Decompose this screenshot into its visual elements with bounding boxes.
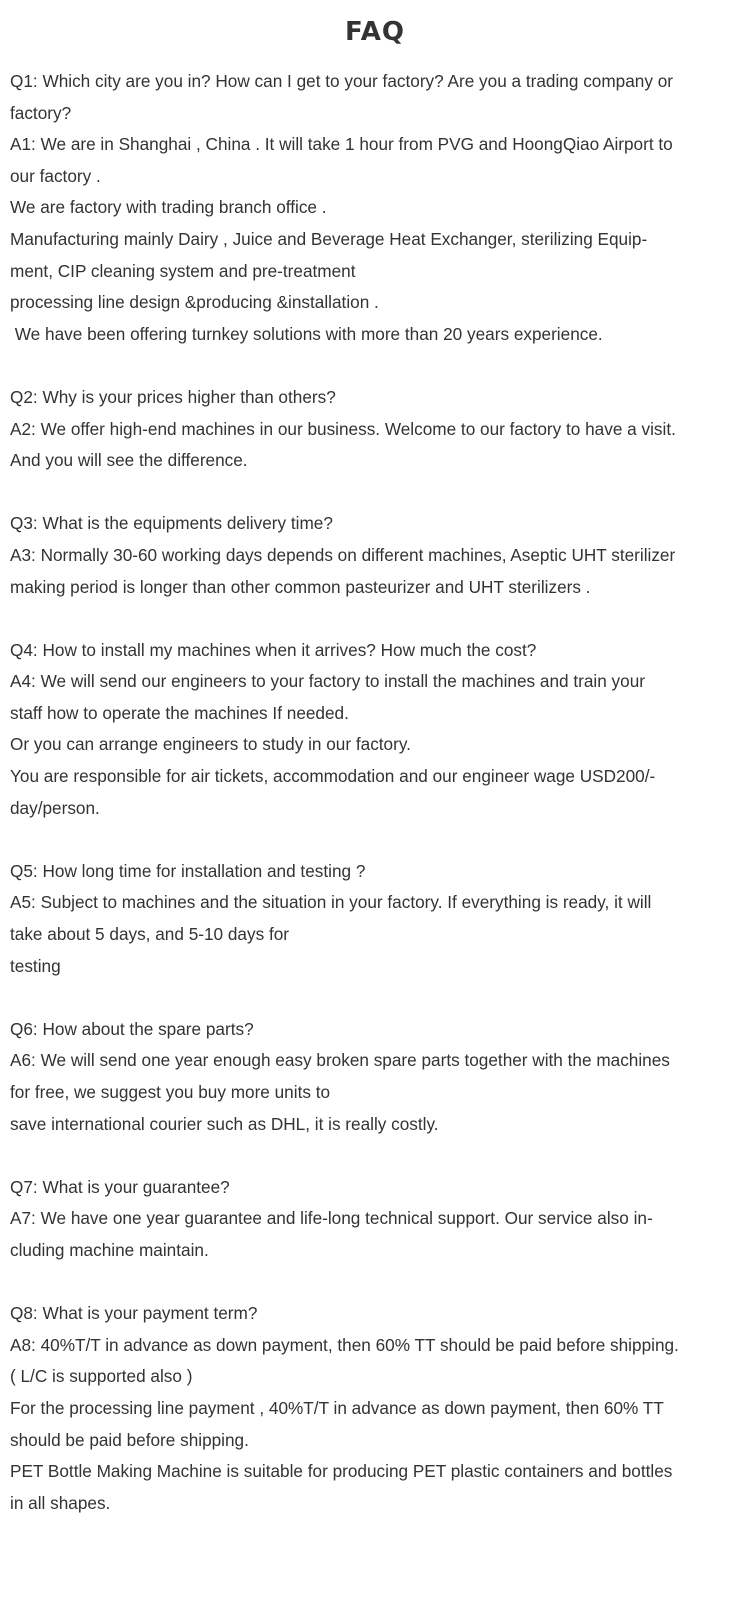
faq-line: You are responsible for air tickets, accommodation and our engineer wage USD200/- bbox=[10, 766, 656, 787]
faq-line: Q6: How about the spare parts? bbox=[10, 1018, 254, 1039]
faq-line: A1: We are in Shanghai , China . It will take 1 hour from PVG and HoongQiao Airport to bbox=[10, 134, 673, 155]
blank-line bbox=[10, 350, 746, 382]
blank-line bbox=[10, 982, 746, 1014]
faq-line: cluding machine maintain. bbox=[10, 1239, 209, 1260]
faq-line: making period is longer than other common pasteurizer and UHT sterilizers . bbox=[10, 576, 591, 597]
faq-line: for free, we suggest you buy more units to bbox=[10, 1082, 331, 1102]
faq-line: A2: We offer high-end machines in our business. Welcome to our factory to have a visit. bbox=[10, 418, 676, 439]
faq-line: Or you can arrange engineers to study in our factory. bbox=[10, 734, 411, 755]
page-title: FAQ bbox=[344, 17, 405, 47]
faq-line: processing line design &producing &installation . bbox=[10, 292, 379, 313]
faq-line: Q7: What is your guarantee? bbox=[10, 1176, 230, 1197]
faq-line: PET Bottle Making Machine is suitable for producing PET plastic containers and bottles bbox=[10, 1461, 673, 1482]
faq-line: And you will see the difference. bbox=[10, 450, 248, 471]
faq-line: A6: We will send one year enough easy broken spare parts together with the machines bbox=[10, 1050, 670, 1071]
faq-line: save international courier such as DHL, it is really costly. bbox=[10, 1113, 439, 1134]
faq-line: A3: Normally 30-60 working days depends on different machines, Aseptic UHT sterilizer bbox=[10, 544, 676, 565]
faq-line: We have been offering turnkey solutions with more than 20 years experience. bbox=[10, 323, 603, 344]
faq-line: Q1: Which city are you in? How can I get to your factory? Are you a trading company or bbox=[10, 71, 673, 91]
faq-line: take about 5 days, and 5-10 days for bbox=[10, 924, 290, 945]
faq-line: ( L/C is supported also ) bbox=[10, 1366, 193, 1387]
faq-line: Q8: What is your payment term? bbox=[10, 1303, 258, 1324]
faq-line: A8: 40%T/T in advance as down payment, then 60% TT should be paid before shipping. bbox=[10, 1334, 679, 1355]
faq-line: For the processing line payment , 40%T/T in advance as down payment, then 60% TT bbox=[10, 1397, 664, 1418]
faq-line: Q4: How to install my machines when it arrives? How much the cost? bbox=[10, 639, 537, 660]
faq-content bbox=[10, 66, 746, 1519]
faq-line: staff how to operate the machines If needed. bbox=[10, 702, 349, 723]
faq-line: Q5: How long time for installation and testing ? bbox=[10, 860, 366, 881]
blank-line bbox=[10, 477, 746, 509]
faq-line: A5: Subject to machines and the situation in your factory. If everything is ready, it will bbox=[10, 892, 652, 913]
faq-line: Q3: What is the equipments delivery time? bbox=[10, 513, 333, 534]
faq-line: A4: We will send our engineers to your factory to install the machines and train your bbox=[10, 671, 645, 692]
faq-line: factory? bbox=[10, 102, 72, 123]
faq-line: Q2: Why is your prices higher than others? bbox=[10, 386, 336, 407]
faq-line: testing bbox=[10, 955, 61, 976]
blank-line bbox=[10, 1140, 746, 1172]
faq-line: ment, CIP cleaning system and pre-treatment bbox=[10, 260, 356, 281]
faq-line: Manufacturing mainly Dairy , Juice and Beverage Heat Exchanger, sterilizing Equip- bbox=[10, 228, 648, 249]
faq-line: We are factory with trading branch office . bbox=[10, 197, 327, 218]
faq-line: A7: We have one year guarantee and life-long technical support. Our service also in- bbox=[10, 1208, 653, 1229]
faq-line: in all shapes. bbox=[10, 1492, 111, 1513]
faq-line: should be paid before shipping. bbox=[10, 1429, 249, 1450]
blank-line bbox=[10, 824, 746, 856]
faq-line: our factory . bbox=[10, 165, 101, 186]
faq-line: day/person. bbox=[10, 797, 100, 818]
blank-line bbox=[10, 603, 746, 635]
blank-line bbox=[10, 1267, 746, 1299]
